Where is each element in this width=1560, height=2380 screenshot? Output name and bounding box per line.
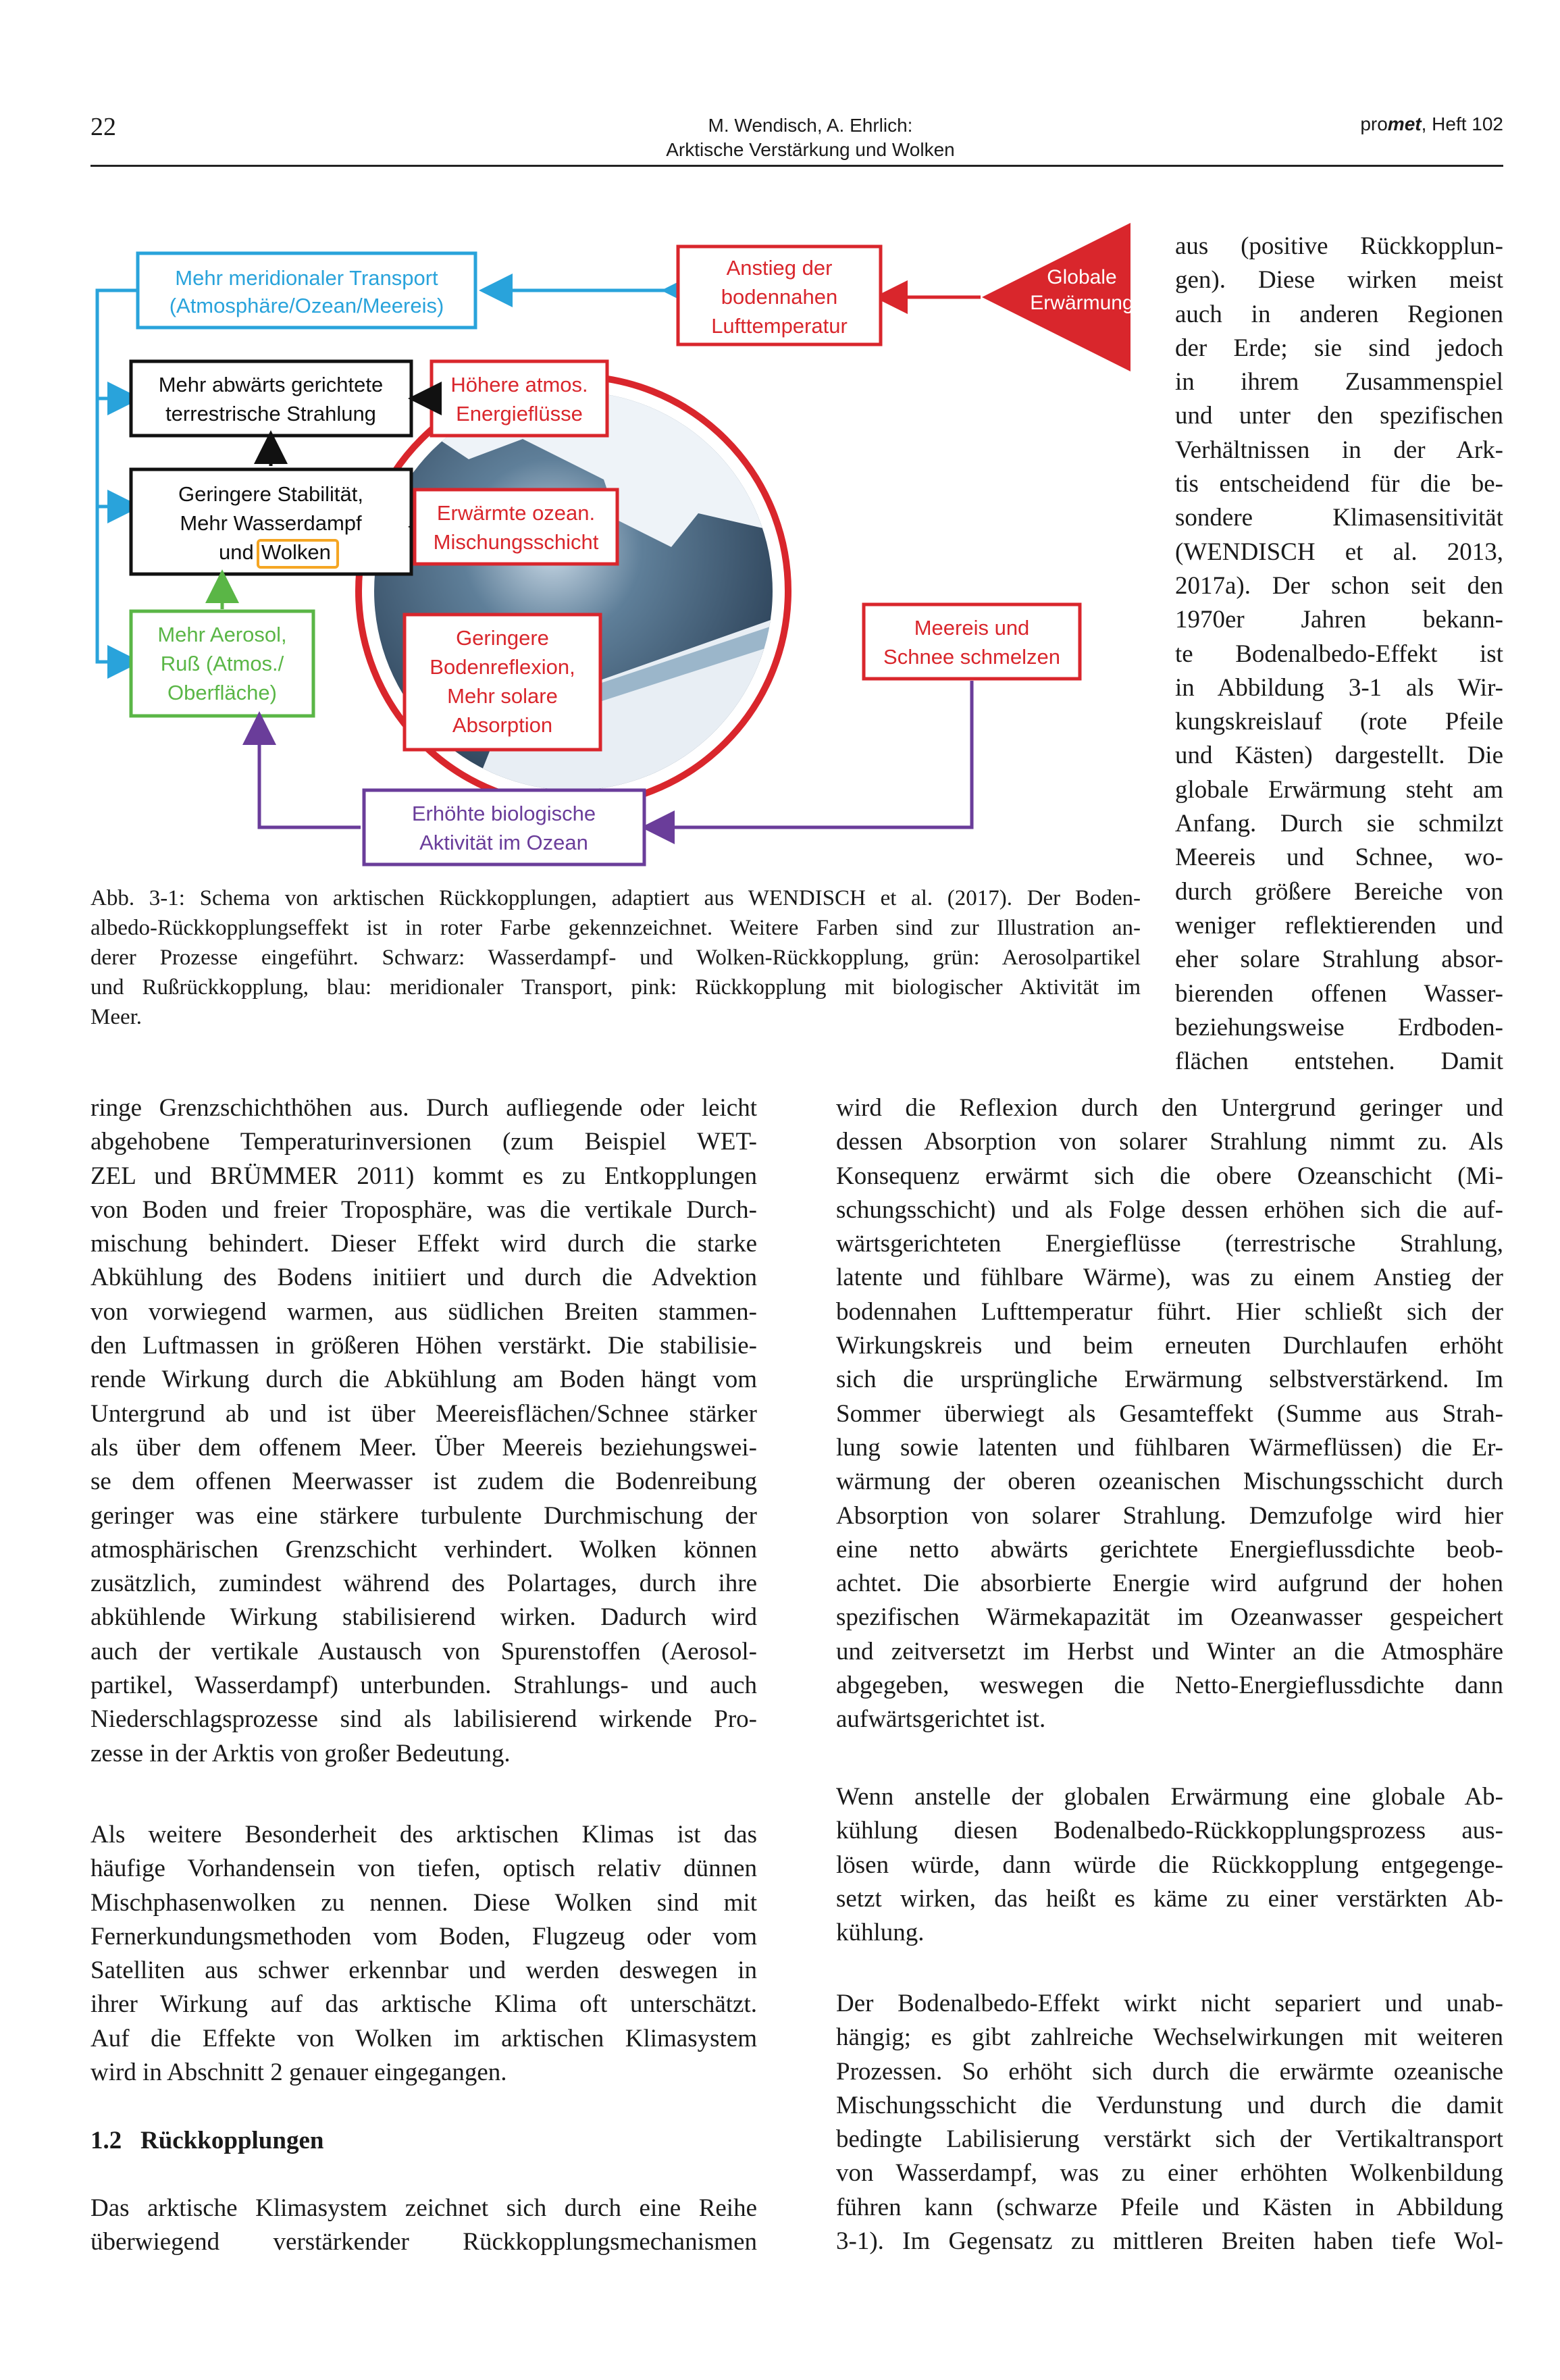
text-line: kühlung. — [836, 1919, 925, 1947]
text-line: spezifischen Wärmekapazität im Ozeanwasser gespeichert — [836, 1603, 1503, 1632]
text-line: in Abbildung 3-1 als Wir- — [1175, 673, 1503, 702]
albedo-line-1: Geringere — [456, 626, 549, 650]
right-para-3 — [836, 1987, 1503, 2258]
text-line: Meereis und Schnee, wo- — [1175, 844, 1503, 872]
text-line: flächen entstehen. Damit — [1175, 1047, 1503, 1076]
text-line: Das arktische Klimasystem zeichnet sich durch eine Reihe — [90, 2194, 757, 2222]
text-line: bierenden offenen Wasser- — [1175, 979, 1503, 1008]
text-line: ringe Grenzschichthöhen aus. Durch aufliegende oder leicht — [90, 1094, 757, 1122]
text-line: Absorption von solarer Strahlung. Demzufolge wird hier — [836, 1501, 1503, 1530]
text-line: Mischphasenwolken zu nennen. Diese Wolken sind mit — [90, 1888, 757, 1917]
right-para-2 — [836, 1780, 1503, 1950]
text-line: hängig; es gibt zahlreiche Wechselwirkungen mit weiteren — [836, 2023, 1503, 2052]
box-air-temperature — [678, 247, 881, 344]
aerosol-line-2: Ruß (Atmos./ — [160, 652, 284, 675]
left-para-1 — [90, 1091, 757, 1771]
text-line: geringer was eine stärkere turbulente Durchmischung der — [90, 1501, 757, 1530]
text-line: in ihrem Zusammenspiel — [1175, 368, 1503, 396]
text-line: wird die Reflexion durch den Untergrund geringer und — [836, 1094, 1503, 1122]
journal-prefix: pro — [1360, 113, 1388, 134]
energy-line-1: Höhere atmos. — [450, 373, 588, 396]
right-top-column — [1175, 230, 1503, 1079]
text-line: häufige Vorhandensein von tiefen, optisch relativ dünnen — [90, 1855, 757, 1883]
section-heading — [90, 2126, 323, 2155]
energy-line-2: Energieflüsse — [456, 402, 583, 425]
downward-line-1: Mehr abwärts gerichtete — [158, 373, 384, 396]
bio-line-1: Erhöhte biologische — [411, 802, 596, 825]
albedo-line-2: Bodenreflexion, — [430, 655, 575, 679]
text-line: Verhältnissen in der Ark- — [1175, 436, 1503, 464]
text-line: dessen Absorption von solarer Strahlung nimmt zu. Als — [836, 1128, 1503, 1156]
text-line: Konsequenz erwärmt sich die obere Ozeanschicht (Mi- — [836, 1162, 1503, 1190]
text-line: auch der vertikale Austausch von Spurenstoffen (Aerosol- — [90, 1637, 757, 1665]
box-downward-radiation — [131, 361, 411, 436]
text-line: führen kann (schwarze Pfeile und Kästen in Abbildung — [836, 2193, 1503, 2221]
journal-label — [1360, 113, 1503, 135]
text-line: gen). Diese wirken meist — [1175, 266, 1503, 294]
text-line: als über dem offenem Meer. Über Meereis beziehungswei- — [90, 1433, 757, 1461]
text-line: Sommer überwiegt als Gesamteffekt (Summe aus Strah- — [836, 1399, 1503, 1428]
text-line: partikel, Wasserdampf) unterbunden. Strahlungs- und auch — [90, 1672, 757, 1700]
temp-line-1: Anstieg der — [726, 256, 833, 280]
text-line: der Erde; sie sind jedoch — [1175, 334, 1503, 362]
box-surface-albedo — [405, 615, 600, 750]
box-stability-clouds — [131, 469, 411, 574]
global-label-1: Globale — [1047, 266, 1117, 288]
journal-emph: met — [1387, 113, 1422, 134]
box-aerosol — [131, 611, 313, 716]
box-ocean-mixing — [415, 490, 617, 564]
box-biological-activity — [364, 790, 644, 864]
albedo-line-4: Absorption — [452, 713, 553, 737]
text-line: bedingte Labilisierung verstärkt sich der Vertikaltransport — [836, 2125, 1503, 2154]
text-line: wird in Abschnitt 2 genauer eingegangen. — [90, 2059, 507, 2087]
text-line: von Boden und freier Troposphäre, was die vertikale Durch- — [90, 1195, 757, 1224]
text-line: Als weitere Besonderheit des arktischen Klimas ist das — [90, 1821, 757, 1848]
text-line: aus (positive Rückkopplun- — [1175, 232, 1503, 260]
text-line: eher solare Strahlung absor- — [1175, 946, 1503, 974]
journal-issue: , Heft 102 — [1421, 113, 1503, 134]
text-line: Wenn anstelle der globalen Erwärmung eine globale Ab- — [836, 1783, 1503, 1811]
arrow-bio-aerosol — [259, 721, 361, 827]
text-line: rende Wirkung durch die Abkühlung am Boden hängt vom — [90, 1366, 757, 1394]
text-line: Anfang. Durch sie schmilzt — [1175, 810, 1503, 838]
text-line: Auf die Effekte von Wolken im arktischen Klimasystem — [90, 2024, 757, 2052]
text-line: abgehobene Temperaturinversionen (zum Beispiel WET- — [90, 1128, 757, 1156]
text-line: abgegeben, weswegen die Netto-Energieflussdichte dann — [836, 1672, 1503, 1700]
arrow-meridional-downward — [97, 317, 131, 398]
caption-line: Meer. — [90, 1005, 142, 1029]
text-line: setzt wirken, das heißt es käme zu einer verstärkten Ab- — [836, 1884, 1503, 1913]
temp-line-3: Lufttemperatur — [711, 314, 848, 338]
text-line: aufwärtsgerichtet ist. — [836, 1705, 1046, 1734]
text-line: schungsschicht) und als Folge dessen erhöhen sich die auf- — [836, 1195, 1503, 1224]
caption-line: und Rußrückkopplung, blau: meridionaler Transport, pink: Rückkopplung mit biologischer Aktivität im — [90, 975, 1141, 1000]
ice-line-2: Schnee schmelzen — [883, 645, 1060, 669]
text-line: auch in anderen Regionen — [1175, 300, 1503, 328]
text-line: von Wasserdampf, was zu einer erhöhten Wolkenbildung — [836, 2159, 1503, 2188]
text-line: 3-1). Im Gegensatz zu mittleren Breiten haben tiefe Wol- — [836, 2227, 1503, 2256]
stability-line-3a: und — [219, 540, 254, 564]
bio-line-2: Aktivität im Ozean — [419, 831, 588, 854]
text-line: weniger reflektierenden und — [1175, 911, 1503, 939]
meridional-line-1: Mehr meridionaler Transport — [175, 266, 438, 290]
text-line: globale Erwärmung steht am — [1175, 775, 1503, 804]
caption-line: Abb. 3-1: Schema von arktischen Rückkopplungen, adaptiert aus WENDISCH et al. (2017). Der Boden- — [90, 886, 1141, 910]
figure-caption — [90, 883, 1141, 1032]
downward-line-2: terrestrische Strahlung — [165, 402, 376, 425]
text-line: eine netto abwärts gerichtete Energieflussdichte beob- — [836, 1535, 1503, 1563]
text-line: lösen würde, dann würde die Rückkopplung entgegenge- — [836, 1851, 1503, 1879]
text-line: atmosphärischen Grenzschicht verhindert. Wolken können — [90, 1535, 757, 1563]
text-line: Prozessen. So erhöht sich durch die erwärmte ozeanische — [836, 2057, 1503, 2086]
text-line: sondere Klimasensitivität — [1175, 504, 1503, 532]
text-line: Der Bodenalbedo-Effekt wirkt nicht separiert und unab- — [836, 1990, 1503, 2017]
text-line: abkühlende Wirkung stabilisierend wirken. Dadurch wird — [90, 1603, 757, 1632]
ice-line-1: Meereis und — [914, 616, 1030, 640]
text-line: zesse in der Arktis von großer Bedeutung. — [90, 1739, 511, 1767]
global-warming-triangle — [982, 223, 1134, 371]
text-line: Abkühlung des Bodens initiiert und durch die Advektion — [90, 1264, 757, 1292]
temp-line-2: bodennahen — [721, 285, 838, 309]
text-line: achtet. Die absorbierte Energie wird aufgrund der hohen — [836, 1570, 1503, 1598]
text-line: Satelliten aus schwer erkennbar und werden deswegen in — [90, 1957, 757, 1985]
clouds-highlight: Wolken — [261, 540, 331, 564]
feedback-figure — [90, 196, 1144, 878]
text-line: latente und fühlbare Wärme), was zu einem Anstieg der — [836, 1264, 1503, 1292]
text-line: durch größere Bereiche von — [1175, 877, 1503, 906]
header-title: Arktische Verstärkung und Wolken — [666, 139, 955, 160]
box-ice-melt — [864, 604, 1080, 679]
page-number: 22 — [90, 113, 116, 141]
text-line: zusätzlich, zumindest während des Polartages, durch ihre — [90, 1570, 757, 1598]
text-line: mischung behindert. Dieser Effekt wird durch die starke — [90, 1230, 757, 1258]
running-header — [577, 113, 1043, 162]
left-para-2 — [90, 1818, 757, 2090]
text-line: überwiegend verstärkender Rückkopplungsmechanismen — [90, 2228, 757, 2256]
stability-line-2: Mehr Wasserdampf — [180, 511, 362, 535]
albedo-line-3: Mehr solare — [447, 684, 558, 708]
text-line: (WENDISCH et al. 2013, — [1175, 538, 1503, 566]
text-line: und zeitversetzt im Herbst und Winter an die Atmosphäre — [836, 1637, 1503, 1665]
ocean-line-2: Mischungsschicht — [433, 530, 599, 554]
left-para-3 — [90, 2192, 757, 2260]
ocean-line-1: Erwärmte ozean. — [436, 501, 596, 525]
text-line: von vorwiegend warmen, aus südlichen Breiten stammen- — [90, 1297, 757, 1326]
text-line: bodennahen Lufttemperatur führt. Hier schließt sich der — [836, 1297, 1503, 1326]
text-line: kungskreislauf (rote Pfeile — [1175, 708, 1503, 736]
caption-line: derer Prozesse eingeführt. Schwarz: Wasserdampf- und Wolken-Rückkopplung, grün: Aerosolpartikel — [90, 946, 1141, 970]
text-line: ihrer Wirkung auf das arktische Klima oft unterschätzt. — [90, 1990, 757, 2019]
box-meridional-transport — [138, 253, 475, 328]
text-line: und Kästen) dargestellt. Die — [1175, 742, 1503, 770]
text-line: beziehungsweise Erdboden- — [1175, 1013, 1503, 1041]
text-line: lung sowie latenten und fühlbaren Wärmeflüssen) die Er- — [836, 1433, 1503, 1461]
right-para-1 — [836, 1091, 1503, 1737]
text-line: se dem offenen Meerwasser ist zudem die Bodenreibung — [90, 1468, 757, 1496]
text-line: wärmung der oberen ozeanischen Mischungsschicht durch — [836, 1468, 1503, 1496]
section-title: Rückkopplungen — [140, 2127, 324, 2154]
header-authors: M. Wendisch, A. Ehrlich: — [708, 115, 913, 136]
meridional-line-2: (Atmosphäre/Ozean/Meereis) — [169, 294, 444, 317]
text-line: Untergrund ab und ist über Meereisflächen/Schnee stärker — [90, 1399, 757, 1428]
text-line: und unter den spezifischen — [1175, 402, 1503, 430]
text-line: Niederschlagsprozesse sind als labilisierend wirkende Pro- — [90, 1705, 757, 1734]
text-line: ZEL und BRÜMMER 2011) kommt es zu Entkopplungen — [90, 1162, 757, 1190]
text-line: Fernerkundungsmethoden vom Boden, Flugzeug oder vom — [90, 1922, 757, 1950]
text-line: sich die ursprüngliche Erwärmung selbstverstärkend. Im — [836, 1366, 1503, 1394]
box-energy-fluxes — [432, 361, 607, 436]
text-line: 2017a). Der schon seit den — [1175, 571, 1503, 600]
header-rule — [90, 165, 1503, 167]
aerosol-line-1: Mehr Aerosol, — [157, 623, 287, 646]
text-line: 1970er Jahren bekann- — [1175, 606, 1503, 634]
global-label-2: Erwärmung — [1030, 292, 1134, 314]
text-line: kühlung diesen Bodenalbedo-Rückkopplungsprozess aus- — [836, 1817, 1503, 1845]
text-line: Mischungsschicht die Verdunstung und durch die damit — [836, 2091, 1503, 2119]
section-number: 1.2 — [90, 2127, 122, 2154]
text-line: Wirkungskreis und beim erneuten Durchlaufen erhöht — [836, 1332, 1503, 1360]
text-line: den Luftmassen in größeren Höhen verstärkt. Die stabilisie- — [90, 1332, 757, 1360]
text-line: wärtsgerichteten Energieflüsse (terrestrische Strahlung, — [836, 1230, 1503, 1258]
text-line: te Bodenalbedo-Effekt ist — [1175, 640, 1503, 668]
aerosol-line-3: Oberfläche) — [167, 681, 277, 704]
text-line: tis entscheidend für die be- — [1175, 470, 1503, 498]
stability-line-1: Geringere Stabilität, — [178, 482, 363, 506]
caption-line: albedo-Rückkopplungseffekt ist in roter Farbe gekennzeichnet. Weitere Farben sind zur Illustration an- — [90, 916, 1141, 940]
